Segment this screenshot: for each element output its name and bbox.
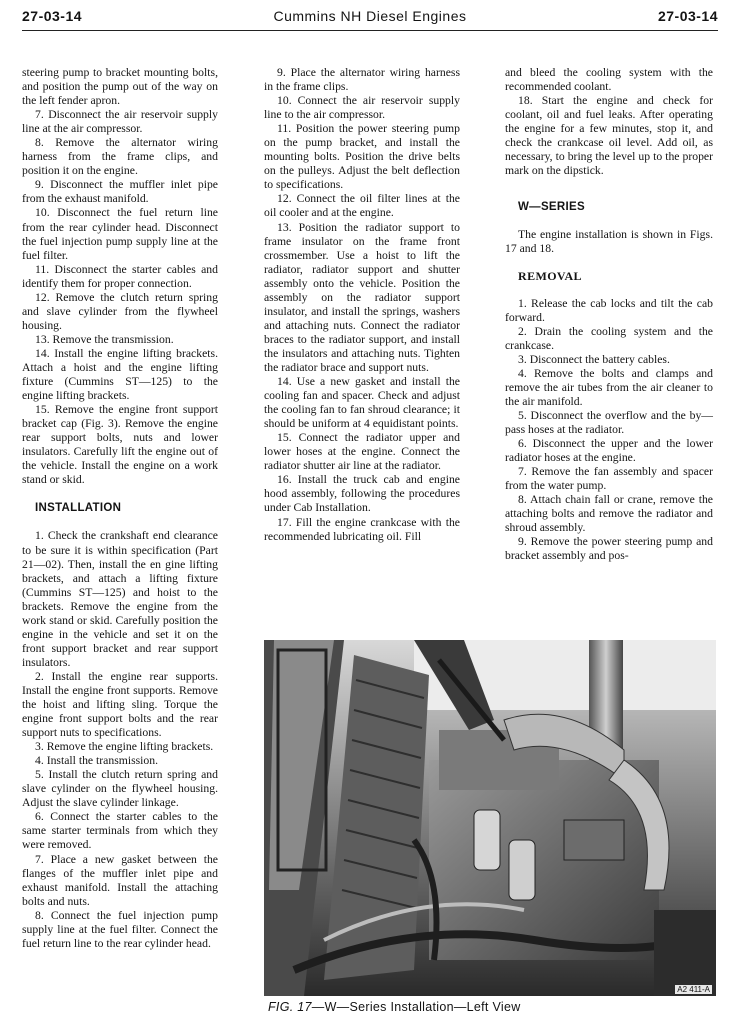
step-13: 13. Remove the transmission. — [35, 332, 174, 346]
figure-reference-id: A2 411-A — [677, 985, 710, 994]
removal-heading: REMOVAL — [518, 268, 582, 283]
paragraph: steering pump to bracket mounting bolts, and position the pump out of the way on the left fender apron. — [22, 66, 218, 108]
text-column-3 — [505, 66, 713, 563]
page-number-right: 27-03-14 — [657, 8, 718, 24]
step-9: 9. Disconnect the muffler inlet pipe from the exhaust manifold. — [22, 178, 218, 206]
installation-heading: INSTALLATION — [35, 502, 122, 515]
install-step-4: 4. Install the transmission. — [35, 754, 159, 768]
install-step-1: 1. Check the crankshaft end clearance to be sure it is within specification (Part 21—02). Then, install the en gine lifting brackets, and attach a lifting fixture (Cummins ST—125) and hoist to the brackets. Remove the engine from the work stand or skid. Carefully position the engine in the vehicle and set it on the front support bracket and rear support insulators. — [22, 529, 218, 669]
removal-step-5: 5. Disconnect the overflow and the by—pass hoses at the radiator. — [505, 408, 713, 436]
removal-step-2: 2. Drain the cooling system and the crankcase. — [505, 324, 713, 352]
install-step-10: 10. Connect the air reservoir supply line to the air compressor. — [264, 94, 460, 122]
w-series-heading: W—SERIES — [518, 201, 585, 214]
step-10: 10. Disconnect the fuel return line from the rear cylinder head. Disconnect the fuel injection pump supply line at the fuel filter. — [22, 206, 218, 262]
step-14: 14. Install the engine lifting brackets. Attach a hoist and the engine lifting fixture (Cummins ST—125) to the engine lifting brackets. — [22, 346, 218, 403]
step-7: 7. Disconnect the air reservoir supply line at the air compressor. — [22, 108, 218, 136]
removal-step-7: 7. Remove the fan assembly and spacer from the water pump. — [505, 465, 713, 493]
figure-caption — [268, 1000, 716, 1014]
install-step-11: 11. Position the power steering pump on the pump bracket, and install the mounting bolts. Position the drive belts on the pulleys. Adjust the belt deflection to specifications. — [264, 122, 460, 192]
install-step-5: 5. Install the clutch return spring and slave cylinder on the flywheel housing. Adjust the slave cylinder linkage. — [22, 768, 218, 810]
install-step-13: 13. Position the radiator support to frame insulator on the frame front crossmember. Use a hoist to lift the radiator, radiator support and shutter assembly onto the vehicle. Position the assembly on the radiator support insulator, and install the springs, washers and attaching nuts. Connect the radiator braces to the radiator support, and install the insulators and attaching nuts. Tighten the radiator brace and support nuts. — [264, 220, 460, 374]
paragraph: and bleed the cooling system with the recommended coolant. — [505, 66, 713, 94]
engine-installation-photo — [264, 640, 716, 996]
install-step-17: 17. Fill the engine crankcase with the recommended lubricating oil. Fill — [264, 515, 460, 543]
text-column-2 — [264, 66, 460, 544]
step-8: 8. Remove the alternator wiring harness from the frame clips, and position it on the engine. — [22, 136, 218, 178]
figure-caption-text: —W—Series Installation—Left View — [311, 1000, 521, 1014]
install-step-6: 6. Connect the starter cables to the same starter terminals from which they were removed. — [22, 810, 218, 852]
removal-step-4: 4. Remove the bolts and clamps and remove the air tubes from the air cleaner to the air manifold. — [505, 366, 713, 408]
install-step-12: 12. Connect the oil filter lines at the oil cooler and at the engine. — [264, 192, 460, 220]
install-step-8: 8. Connect the fuel injection pump supply line at the fuel filter. Connect the fuel return line to the rear cylinder head. — [22, 908, 218, 950]
install-step-3: 3. Remove the engine lifting brackets. — [35, 740, 214, 754]
removal-step-6: 6. Disconnect the upper and the lower radiator hoses at the engine. — [505, 437, 713, 465]
figure-label: FIG. 17 — [268, 1000, 312, 1014]
page-number-left: 27-03-14 — [22, 8, 83, 24]
removal-step-3: 3. Disconnect the battery cables. — [518, 352, 670, 366]
page-header — [22, 8, 718, 31]
step-11: 11. Disconnect the starter cables and identify them for proper connection. — [22, 262, 218, 290]
text-column-1 — [22, 66, 218, 951]
install-step-7: 7. Place a new gasket between the flanges of the muffler inlet pipe and exhaust manifold. Install the attaching bolts and nuts. — [22, 852, 218, 908]
running-title: Cummins NH Diesel Engines — [273, 8, 467, 24]
engine-photo-illustration — [264, 640, 716, 996]
install-step-18: 18. Start the engine and check for coolant, oil and fuel leaks. After operating the engine for a few minutes, stop it, and check the crankcase oil level. Add oil, as necessary, to bring the level up to the proper mark on the dipstick. — [505, 94, 713, 178]
step-15: 15. Remove the engine front support bracket cap (Fig. 3). Remove the engine rear support bolts, nuts and lower insulators. Carefully lift the engine out of the vehicle. Install the engine on a work stand or skid. — [22, 403, 218, 487]
install-step-14: 14. Use a new gasket and install the cooling fan and spacer. Check and adjust the cooling fan to fan shroud clearance; it should be uniform at 4 equidistant points. — [264, 375, 460, 431]
removal-step-8: 8. Attach chain fall or crane, remove the attaching bolts and remove the radiator and shroud assembly. — [505, 493, 713, 535]
install-step-2: 2. Install the engine rear supports. Install the engine front supports. Remove the hoist and lifting sling. Torque the engine front support bolts and the rear support nuts to specifications. — [22, 669, 218, 740]
install-step-15: 15. Connect the radiator upper and lower hoses at the engine. Connect the radiator shutter air line at the radiator. — [264, 431, 460, 473]
install-step-9: 9. Place the alternator wiring harness in the frame clips. — [264, 66, 460, 94]
removal-step-1: 1. Release the cab locks and tilt the cab forward. — [505, 296, 713, 324]
removal-step-9: 9. Remove the power steering pump and bracket assembly and pos- — [505, 535, 713, 563]
install-step-16: 16. Install the truck cab and engine hood assembly, following the procedures under Cab Installation. — [264, 473, 460, 515]
w-series-intro: The engine installation is shown in Figs. 17 and 18. — [505, 228, 713, 256]
step-12: 12. Remove the clutch return spring and slave cylinder from the flywheel housing. — [22, 290, 218, 332]
